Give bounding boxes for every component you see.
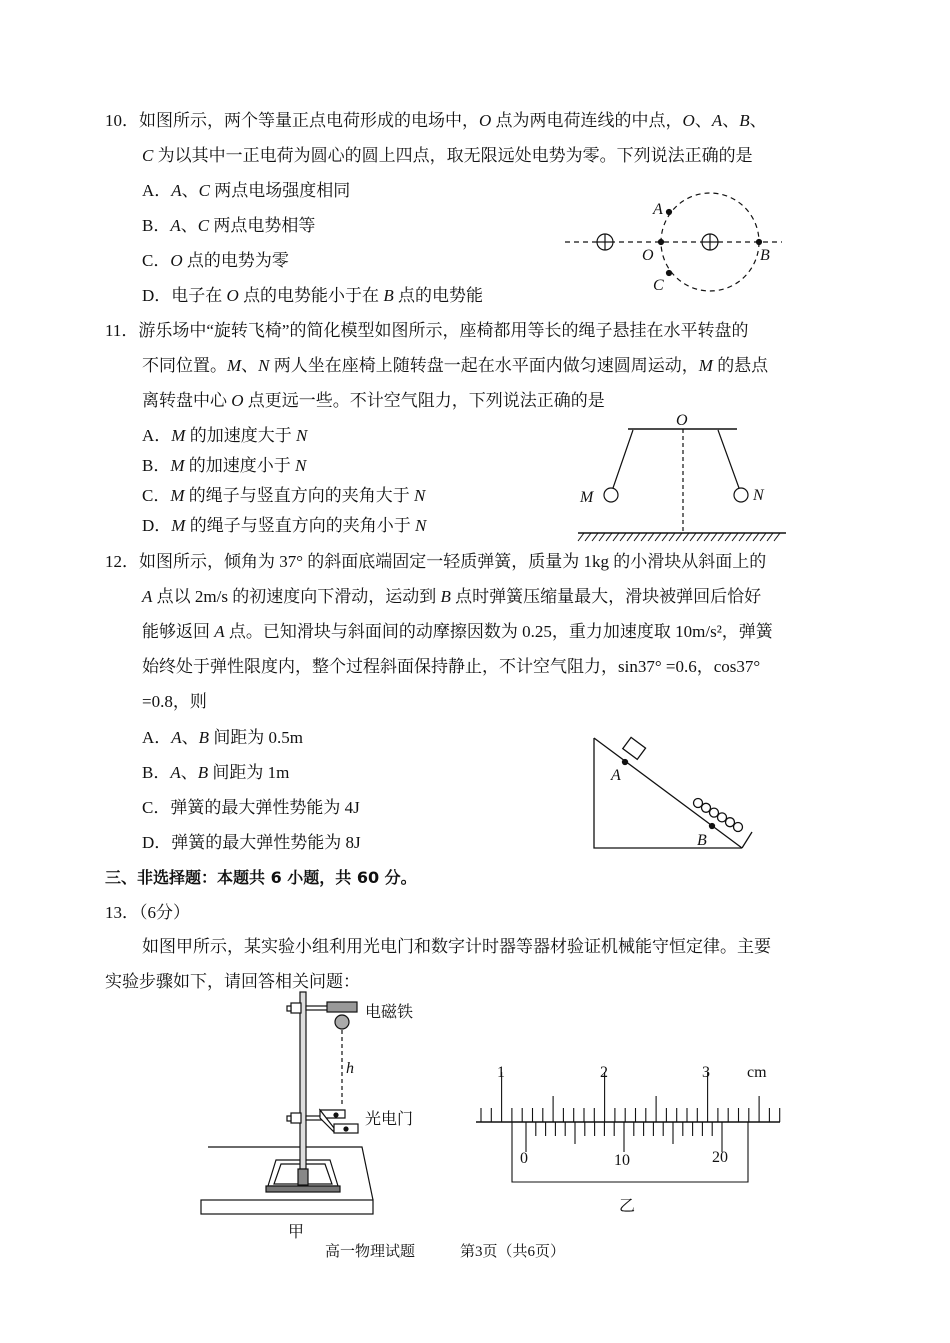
text-line: D．M 的绳子与竖直方向的夹角小于 N [142,516,427,535]
text-line: 10．如图所示，两个等量正点电荷形成的电场中，O 点为两电荷连线的中点，O、A、B、 [105,111,767,130]
ground-hatch [662,533,668,541]
ground-hatch [697,533,703,541]
text-line: C．O 点的电势为零 [142,251,289,270]
ground-hatch [648,533,654,541]
text-line: 如图甲所示，某实验小组利用光电门和数字计时器等器材验证机械能守恒定律。主要 [142,937,771,956]
text-line: A 点以 2m/s 的初速度向下滑动，运动到 B 点时弹簧压缩量最大，滑块被弹回后恰好 [142,587,762,606]
ground-hatch [676,533,682,541]
label-h: h [346,1060,354,1077]
ground-hatch [774,533,780,541]
ground-hatch [746,533,752,541]
ground-hatch [753,533,759,541]
text-line: A．A、B 间距为 0.5m [142,728,304,747]
figure-11-swing-chairs [578,429,786,541]
text-line: D．电子在 O 点的电势能小于在 B 点的电势能 [142,286,483,305]
ground-hatch [641,533,647,541]
ground-hatch [599,533,605,541]
label-a: A [611,767,621,784]
text-line: 能够返回 A 点。已知滑块与斜面间的动摩擦因数为 0.25，重力加速度取 10m/s²，弹簧 [142,622,773,641]
label-photogate: 光电门 [365,1111,414,1128]
label-b: B [697,832,707,849]
vernier-label: 20 [712,1149,728,1166]
ground-hatch [592,533,598,541]
text-line: C 为以其中一正电荷为圆心的圆上四点，取无限远处电势为零。下列说法正确的是 [142,146,753,165]
caption-yi: 乙 [619,1198,636,1215]
label-c: C [653,277,664,294]
text-line: A．A、C 两点电场强度相同 [142,181,351,200]
label-o: O [642,247,654,264]
main-scale-label: 3 [702,1064,710,1081]
text-line: 始终处于弹性限度内，整个过程斜面保持静止，不计空气阻力，sin37° =0.6，cos37° [142,657,761,676]
ground-hatch [732,533,738,541]
figure-12-incline [594,737,752,848]
ground-hatch [760,533,766,541]
label-electromagnet: 电磁铁 [365,1004,414,1021]
ground-hatch [739,533,745,541]
text-line: B．M 的加速度小于 N [142,456,307,475]
text-line: B．A、B 间距为 1m [142,763,290,782]
text-line: C．M 的绳子与竖直方向的夹角大于 N [142,486,426,505]
caption-jia: 甲 [288,1224,305,1241]
ground-hatch [613,533,619,541]
label-m: M [580,489,594,506]
ground-hatch [767,533,773,541]
text-line: =0.8，则 [142,692,207,711]
main-scale-label: 2 [600,1064,608,1081]
ground-hatch [627,533,633,541]
ground-hatch [725,533,731,541]
ground-hatch [578,533,584,541]
main-scale-label: 1 [497,1064,505,1081]
ground-hatch [711,533,717,541]
spring-coil [734,823,743,832]
text-line: 离转盘中心 O 点更远一些。不计空气阻力，下列说法正确的是 [142,391,605,410]
text-line: A．M 的加速度大于 N [142,426,308,445]
ground-hatch [669,533,675,541]
figure-10-electric-field [565,193,782,291]
text-line: 三、非选择题：本题共 6 小题，共 60 分。 [105,868,417,887]
vernier-label: 0 [520,1150,528,1167]
text-line: 实验步骤如下，请回答相关问题： [105,972,360,991]
ground-hatch [704,533,710,541]
ground-hatch [683,533,689,541]
text-line: C．弹簧的最大弹性势能为 4J [142,798,360,817]
text-line: 11．游乐场中“旋转飞椅”的简化模型如图所示，座椅都用等长的绳子悬挂在水平转盘的 [105,321,749,340]
text-line: 不同位置。M、N 两人坐在座椅上随转盘一起在水平面内做匀速圆周运动，M 的悬点 [142,356,769,375]
ground-hatch [606,533,612,541]
ground-hatch [585,533,591,541]
label-b: B [760,247,770,264]
text-line: 13．（6分） [105,903,190,922]
ground-hatch [718,533,724,541]
unit-label: cm [747,1064,767,1081]
text-line: D．弹簧的最大弹性势能为 8J [142,833,361,852]
label-n: N [753,487,764,504]
text-line: B．A、C 两点电势相等 [142,216,316,235]
ground-hatch [655,533,661,541]
page-footer: 高一物理试题 第3页（共6页） [324,1244,565,1260]
label-a: A [653,201,663,218]
ground-hatch [634,533,640,541]
ground-hatch [620,533,626,541]
text-line: 12．如图所示，倾角为 37° 的斜面底端固定一轻质弹簧，质量为 1kg 的小滑块从斜面上的 [105,552,767,571]
ground-hatch [690,533,696,541]
vernier-label: 10 [614,1152,630,1169]
label-o: O [676,412,688,429]
figure-13a-apparatus [201,992,373,1214]
